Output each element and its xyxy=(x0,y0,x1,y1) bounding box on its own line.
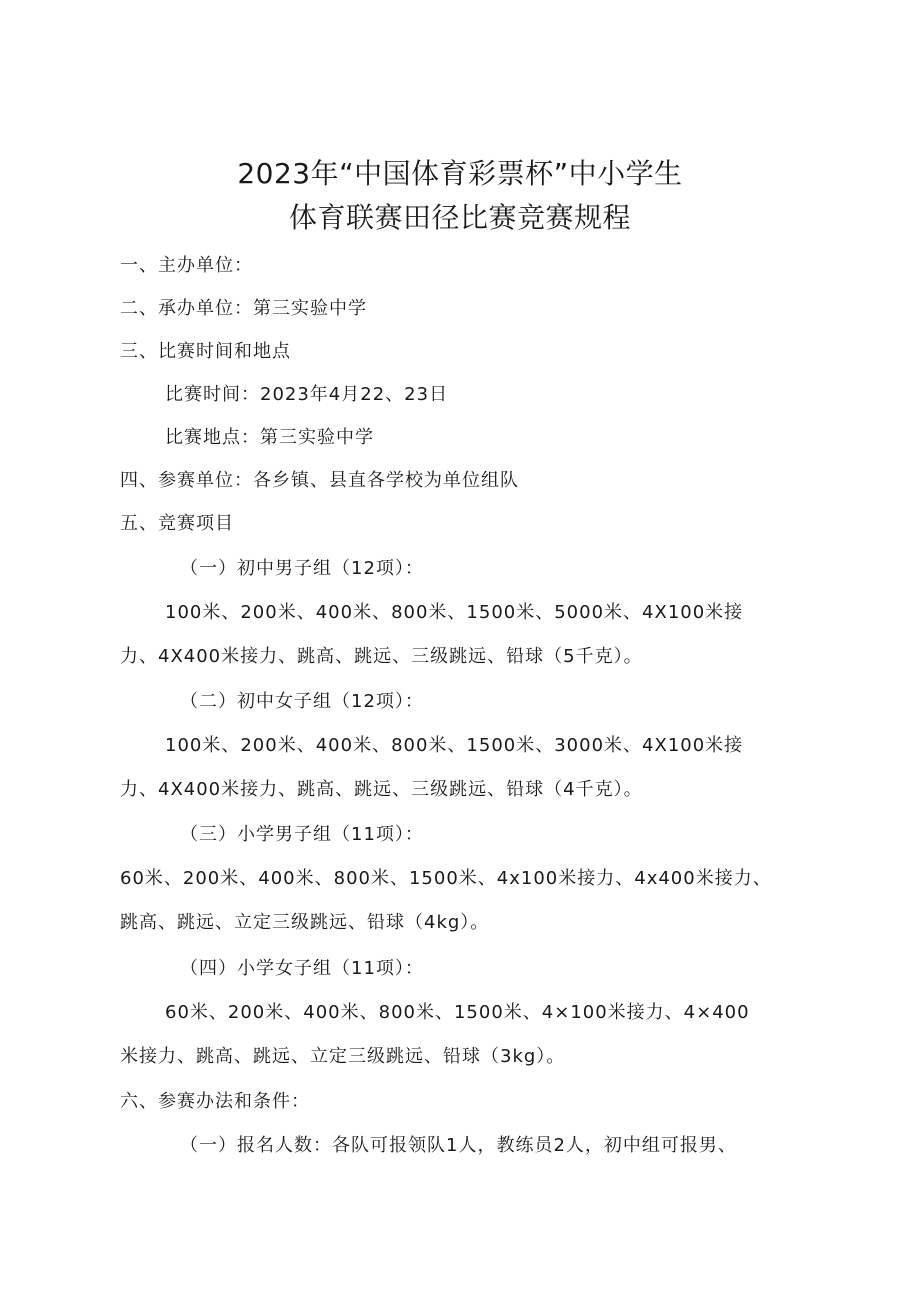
competition-time: 比赛时间：2023年4月22、23日 xyxy=(165,384,449,405)
section-1-organizer: 一、主办单位： xyxy=(120,255,253,276)
primary-boys-events-line-1: 60米、200米、400米、800米、1500米、4x100米接力、4x400米接力、 xyxy=(120,868,772,889)
junior-boys-events-line-1: 100米、200米、400米、800米、1500米、5000米、4X100米接 xyxy=(165,602,744,623)
document-title-line-2: 体育联赛田径比赛竞赛规程 xyxy=(288,201,631,234)
section-5-events: 五、竞赛项目 xyxy=(120,513,234,534)
primary-girls-heading: （四）小学女子组（11项）： xyxy=(180,958,424,979)
section-4-participants: 四、参赛单位：各乡镇、县直各学校为单位组队 xyxy=(120,470,519,491)
primary-girls-events-line-2: 米接力、跳高、跳远、立定三级跳远、铅球（3kg）。 xyxy=(120,1046,566,1067)
section-2-host: 二、承办单位：第三实验中学 xyxy=(120,298,367,319)
primary-girls-events-line-1: 60米、200米、400米、800米、1500米、4×100米接力、4×400 xyxy=(165,1002,750,1023)
junior-boys-heading: （一）初中男子组（12项）： xyxy=(180,558,424,579)
junior-girls-heading: （二）初中女子组（12项）： xyxy=(180,691,424,712)
primary-boys-heading: （三）小学男子组（11项）： xyxy=(180,824,424,845)
registration-quota: （一）报名人数：各队可报领队1人，教练员2人，初中组可报男、 xyxy=(180,1135,737,1156)
junior-girls-events-line-2: 力、4X400米接力、跳高、跳远、三级跳远、铅球（4千克）。 xyxy=(120,779,643,800)
junior-boys-events-line-2: 力、4X400米接力、跳高、跳远、三级跳远、铅球（5千克）。 xyxy=(120,646,643,667)
document-title-line-1: 2023年“中国体育彩票杯”中小学生 xyxy=(237,157,683,190)
primary-boys-events-line-2: 跳高、跳远、立定三级跳远、铅球（4kg）。 xyxy=(120,912,490,933)
junior-girls-events-line-1: 100米、200米、400米、800米、1500米、3000米、4X100米接 xyxy=(165,735,744,756)
competition-venue: 比赛地点：第三实验中学 xyxy=(165,427,374,448)
section-3-time-place: 三、比赛时间和地点 xyxy=(120,341,291,362)
section-6-entry-rules: 六、参赛办法和条件： xyxy=(120,1091,310,1112)
